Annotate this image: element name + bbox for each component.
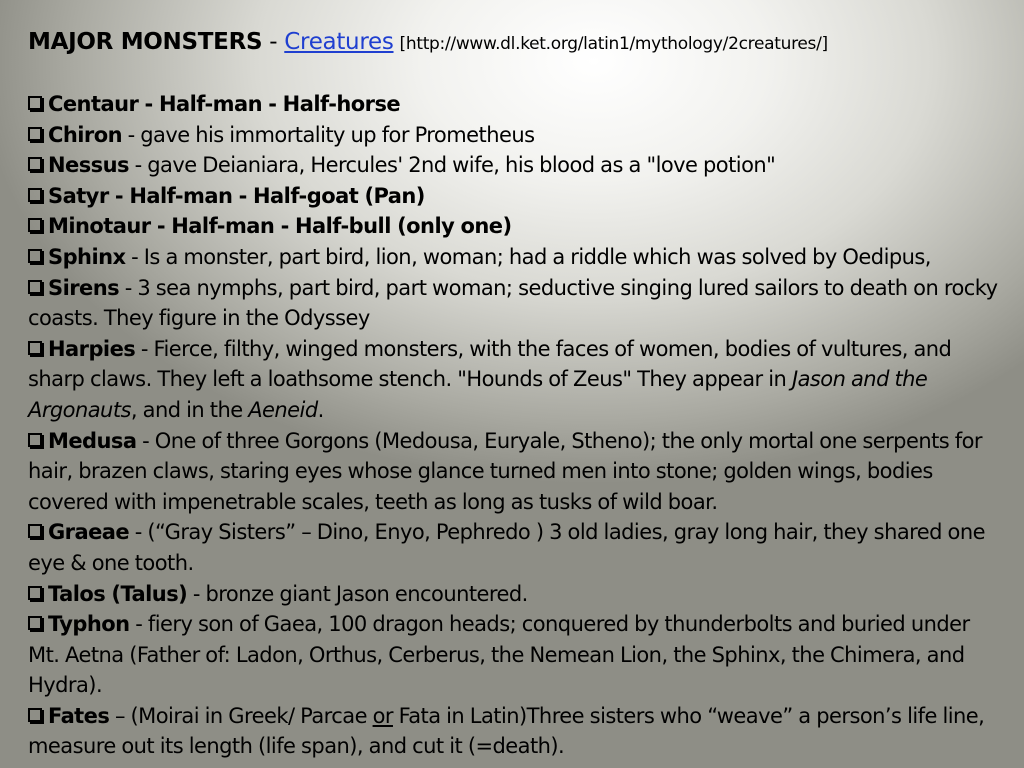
item-desc: - Is a monster, part bird, lion, woman; had a riddle which was solved by Oedipus, xyxy=(125,244,931,269)
item-name: Harpies xyxy=(48,336,136,361)
item-name: Sphinx xyxy=(48,244,126,269)
page-title: MAJOR MONSTERS xyxy=(28,29,263,55)
checkbox-bullet-icon xyxy=(28,433,42,447)
item-name: Fates xyxy=(48,703,110,728)
item-italic-title: Jason and the Argonauts xyxy=(28,367,928,422)
list-item-nessus xyxy=(28,150,1003,181)
checkbox-bullet-icon xyxy=(28,127,42,141)
source-url: [http://www.dl.ket.org/latin1/mythology/2creatures/] xyxy=(399,34,828,54)
item-desc: . xyxy=(317,397,324,422)
list-item-sirens xyxy=(28,273,1003,334)
item-desc: - One of three Gorgons (Medousa, Euryale, Stheno); the only mortal one serpents for hair, brazen claws, staring eyes whose glance turned men into stone; golden wings, bodies covered with impenetrable scales, teeth as long as tusks of wild boar. xyxy=(28,428,983,514)
spacer xyxy=(28,59,1003,89)
checkbox-bullet-icon xyxy=(28,249,42,263)
list-item-harpies xyxy=(28,334,1003,426)
checkbox-bullet-icon xyxy=(28,188,42,202)
checkbox-bullet-icon xyxy=(28,96,42,110)
item-name: Talos (Talus) xyxy=(48,581,188,606)
item-desc: - Fierce, filthy, winged monsters, with the faces of women, bodies of vultures, and sharp claws. They left a loathsome stench. "Hounds of Zeus" They appear in xyxy=(28,336,952,392)
list-item-medusa xyxy=(28,426,1003,518)
list-item-satyr xyxy=(28,181,1003,212)
list-item-sphinx xyxy=(28,242,1003,273)
checkbox-bullet-icon xyxy=(28,708,42,722)
checkbox-bullet-icon xyxy=(28,218,42,232)
item-desc: - bronze giant Jason encountered. xyxy=(187,581,528,606)
item-name: Centaur - Half-man - Half-horse xyxy=(48,92,401,116)
checkbox-bullet-icon xyxy=(28,157,42,171)
item-desc: Fata in Latin)Three sisters who “weave” a person’s life line, measure out its length (life span), and cut it (=death). xyxy=(28,703,985,759)
title-separator: - xyxy=(262,29,285,55)
item-name: Typhon xyxy=(48,612,130,637)
item-name: Nessus xyxy=(48,153,129,178)
item-name: Sirens xyxy=(48,275,120,300)
checkbox-bullet-icon xyxy=(28,280,42,294)
item-italic-title: Aeneid xyxy=(248,397,318,422)
item-name: Medusa xyxy=(48,428,137,453)
item-desc: - gave his immortality up for Prometheus xyxy=(122,122,535,147)
item-name: Graeae xyxy=(48,520,130,545)
list-item-fates xyxy=(28,701,1003,762)
item-name: Minotaur - Half-man - Half-bull (only one) xyxy=(48,214,512,239)
creatures-link[interactable]: Creatures xyxy=(284,29,394,55)
item-desc: - 3 sea nymphs, part bird, part woman; seductive singing lured sailors to death on rocky coasts. They figure in the Odyssey xyxy=(28,275,998,331)
item-desc: - (“Gray Sisters” – Dino, Enyo, Pephredo ) 3 old ladies, gray long hair, they shared one eye & one tooth. xyxy=(28,520,985,575)
checkbox-bullet-icon xyxy=(28,341,42,355)
checkbox-bullet-icon xyxy=(28,616,42,630)
item-desc: - gave Deianiara, Hercules' 2nd wife, his blood as a "love potion" xyxy=(128,153,776,178)
list-item-graeae xyxy=(28,517,1003,578)
list-item-typhon xyxy=(28,609,1003,701)
item-name: Chiron xyxy=(48,122,122,147)
slide-content xyxy=(28,27,1003,762)
list-item-talos xyxy=(28,579,1003,610)
item-desc: , and in the xyxy=(130,397,249,422)
checkbox-bullet-icon xyxy=(28,586,42,600)
item-underlined-word: or xyxy=(372,703,393,728)
item-name: Satyr - Half-man - Half-goat (Pan) xyxy=(48,183,425,208)
list-item-centaur xyxy=(28,89,1003,120)
item-desc: - fiery son of Gaea, 100 dragon heads; conquered by thunderbolts and buried under Mt. Aetna (Father of: Ladon, Orthus, Cerberus, the Nemean Lion, the Sphinx, the Chimera, and Hydra). xyxy=(28,612,970,698)
title-line xyxy=(28,27,1003,59)
item-desc: – (Moirai in Greek/ Parcae xyxy=(109,703,373,728)
list-item-minotaur xyxy=(28,211,1003,242)
checkbox-bullet-icon xyxy=(28,524,42,538)
list-item-chiron xyxy=(28,120,1003,151)
